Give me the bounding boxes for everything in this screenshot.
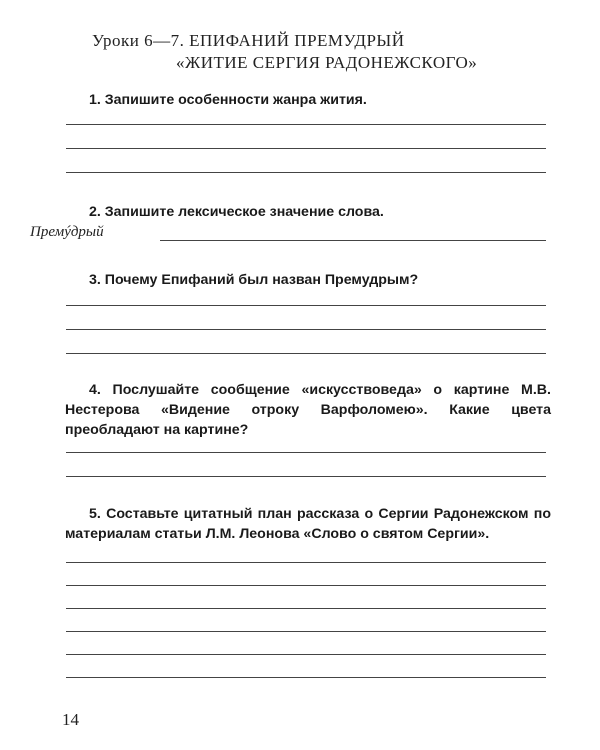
answer-line[interactable] bbox=[66, 476, 546, 477]
answer-line[interactable] bbox=[66, 353, 546, 354]
answer-line[interactable] bbox=[66, 172, 546, 173]
answer-line[interactable] bbox=[66, 631, 546, 632]
task-5-question: 5. Составьте цитатный план рассказа о Сергии Радонежском по материалам статьи Л.М. Леонова «Слово о святом Сергии». bbox=[65, 506, 551, 542]
answer-line[interactable] bbox=[66, 305, 546, 306]
answer-line[interactable] bbox=[66, 124, 546, 125]
task-1-question: 1. Запишите особенности жанра жития. bbox=[89, 92, 367, 108]
answer-line[interactable] bbox=[66, 608, 546, 609]
answer-line[interactable] bbox=[66, 585, 546, 586]
answer-line[interactable] bbox=[66, 329, 546, 330]
task-4-question: 4. Послушайте сообщение «искусствоведа» о картине М.В. Нестерова «Видение отроку Варфоломею». Какие цвета преобладают на картине? bbox=[65, 382, 551, 438]
task-2-question: 2. Запишите лексическое значение слова. bbox=[89, 204, 384, 220]
page-number: 14 bbox=[62, 710, 79, 729]
answer-line[interactable] bbox=[66, 654, 546, 655]
title-line-1: Уроки 6—7. ЕПИФАНИЙ ПРЕМУДРЫЙ bbox=[92, 31, 405, 50]
answer-line[interactable] bbox=[160, 240, 546, 241]
task-3-question: 3. Почему Епифаний был назван Премудрым? bbox=[89, 272, 419, 288]
answer-line[interactable] bbox=[66, 677, 546, 678]
answer-line[interactable] bbox=[66, 148, 546, 149]
title-line-2: «ЖИТИЕ СЕРГИЯ РАДОНЕЖСКОГО» bbox=[176, 53, 478, 72]
answer-line[interactable] bbox=[66, 562, 546, 563]
vocabulary-word: Премýдрый bbox=[30, 224, 104, 240]
answer-line[interactable] bbox=[66, 452, 546, 453]
page-title bbox=[92, 30, 477, 74]
